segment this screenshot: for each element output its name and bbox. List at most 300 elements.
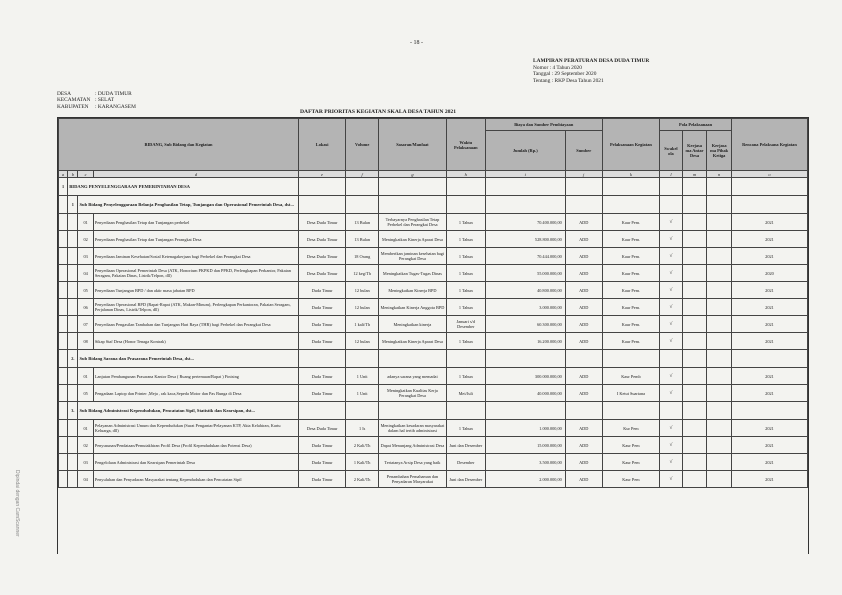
empty-cell: [446, 402, 485, 420]
rencana-cell: 2021: [731, 333, 807, 350]
sasaran-cell: Meningkatkan Kualitas Kerja Perangkat Desa: [379, 385, 447, 402]
empty-cell: [379, 402, 447, 420]
header-kerjasama-pihak: Kerjasa ma Pihak Ketiga: [707, 131, 732, 171]
waktu-cell: 1 Tahun: [446, 248, 485, 265]
item-number: 02: [78, 437, 93, 454]
empty-cell: [379, 350, 447, 368]
item-number: 05: [78, 282, 93, 299]
item-number: 07: [78, 316, 93, 333]
empty-cell: [68, 471, 78, 488]
item-number: 01: [78, 368, 93, 385]
lampiran-title: LAMPIRAN PERATURAN DESA DUDA TIMUR: [533, 58, 650, 64]
kegiatan-cell: Penyediaan Tunjangan BPD / dan aktir masa jabatan BPD: [93, 282, 298, 299]
sasaran-cell: Memberikan jaminan kesehatan bagi Perangkat Desa: [379, 248, 447, 265]
kegiatan-cell: Penyediaan Jaminan Kesehatan/Sosial Ketenagakerjaan bagi Perbekel dan Perangkat Desa: [93, 248, 298, 265]
empty-cell: [485, 196, 565, 214]
section-row: [59, 178, 808, 196]
empty-cell: [68, 385, 78, 402]
empty-cell: [485, 402, 565, 420]
sumber-cell: ADD: [565, 231, 602, 248]
table-row: [59, 454, 808, 471]
empty-cell: [346, 196, 379, 214]
kerjasama-antar-cell: [682, 454, 707, 471]
swakelola-check: √: [660, 214, 683, 231]
kerjasama-antar-cell: [682, 248, 707, 265]
empty-cell: [59, 265, 68, 282]
lokasi-cell: Duda Timur: [299, 385, 346, 402]
kegiatan-cell: Lanjutan Pembangunan Prasarana Kantor Desa ( Ruang pertemuan/Rapat ) Finising: [93, 368, 298, 385]
empty-cell: [565, 350, 602, 368]
empty-cell: [707, 350, 732, 368]
swakelola-check: √: [660, 265, 683, 282]
empty-cell: [59, 282, 68, 299]
kerjasama-pihak-cell: [707, 248, 732, 265]
sumber-cell: ADD: [565, 248, 602, 265]
subsection-row: [59, 350, 808, 368]
waktu-cell: 1 Tahun: [446, 214, 485, 231]
meta-kabupaten: [57, 104, 136, 110]
header-waktu: Waktu Pelaksanaan: [446, 119, 485, 171]
pelaksana-cell: Kaur Pem.: [602, 248, 659, 265]
empty-cell: [299, 350, 346, 368]
lampiran-tanggal: Tanggal : 29 September 2020: [533, 71, 597, 78]
lampiran-block: [533, 58, 649, 84]
column-letter: j: [565, 171, 602, 178]
sasaran-cell: Meningkatkan kinerja: [379, 316, 447, 333]
kegiatan-cell: Penyusunan/Pendataan/Pemutakhiran Profil Desa (Profil Kependudukan dan Potensi Desa): [93, 437, 298, 454]
empty-cell: [707, 196, 732, 214]
kerjasama-antar-cell: [682, 214, 707, 231]
volume-cell: 2 Kali/Th: [346, 437, 379, 454]
pelaksana-cell: Kaur Pemb: [602, 368, 659, 385]
sasaran-cell: Meningkatkan Kinerja Anggota BPD: [379, 299, 447, 316]
volume-cell: 1 Kali/Th: [346, 454, 379, 471]
column-letter: b: [68, 171, 78, 178]
volume-cell: 1 Unit: [346, 368, 379, 385]
waktu-cell: Mei/Juli: [446, 385, 485, 402]
empty-cell: [59, 248, 68, 265]
table-row: [59, 299, 808, 316]
kegiatan-cell: Sikap Staf Desa (Honor Tenaga Kontrak): [93, 333, 298, 350]
header-volume: Volume: [346, 119, 379, 171]
volume-cell: 12 bulan: [346, 282, 379, 299]
header-kerjasama-antar: Kerjasa ma Antar Desa: [682, 131, 707, 171]
header-pelaksana: Pelaksanaan Kegiatan: [602, 119, 659, 171]
item-number: 01: [78, 214, 93, 231]
jumlah-cell: 70.400.000,00: [485, 214, 565, 231]
pelaksana-cell: Kur Pem: [602, 420, 659, 437]
table-row: [59, 333, 808, 350]
rencana-cell: 2021: [731, 368, 807, 385]
item-number: 01: [78, 420, 93, 437]
table-row: [59, 231, 808, 248]
kerjasama-antar-cell: [682, 420, 707, 437]
empty-cell: [602, 196, 659, 214]
swakelola-check: √: [660, 299, 683, 316]
subsection-row: [59, 196, 808, 214]
lokasi-cell: Desa Duda Timur: [299, 214, 346, 231]
waktu-cell: 1 Tahun: [446, 282, 485, 299]
empty-cell: [446, 196, 485, 214]
volume-cell: 13 Bulan: [346, 214, 379, 231]
kerjasama-antar-cell: [682, 368, 707, 385]
waktu-cell: Januari s/d Desember: [446, 316, 485, 333]
sumber-cell: ADD: [565, 471, 602, 488]
jumlah-cell: 3.500.000,00: [485, 454, 565, 471]
meta-value: : DUDA TIMUR: [95, 91, 132, 97]
kerjasama-pihak-cell: [707, 385, 732, 402]
header-bidang: BIDANG, Sub Bidang dan Kegiatan: [59, 119, 299, 171]
column-letter: l: [660, 171, 683, 178]
volume-cell: 13 Bulan: [346, 231, 379, 248]
table-row: [59, 214, 808, 231]
swakelola-check: √: [660, 420, 683, 437]
kegiatan-cell: Penyediaan Operasional Pemerintah Desa (ATK, Honorium PKPKD dan PPKD, Perlengkapan Perkantor, Pakaian Seragam, Pakaian Dinas, Listrik/Telpon, dll): [93, 265, 298, 282]
column-letter: f: [346, 171, 379, 178]
pelaksana-cell: Kaur Pem.: [602, 265, 659, 282]
pelaksana-cell: I Ketut Suartana: [602, 385, 659, 402]
document-title: DAFTAR PRIORITAS KEGIATAN SKALA DESA TAHUN 2021: [300, 109, 457, 115]
waktu-cell: Juni dan Desember: [446, 471, 485, 488]
column-letter: k: [602, 171, 659, 178]
empty-cell: [68, 368, 78, 385]
jumlah-cell: 2.000.000,00: [485, 471, 565, 488]
kerjasama-antar-cell: [682, 299, 707, 316]
sasaran-cell: Tertatanya Arsip Desa yang baik: [379, 454, 447, 471]
pelaksana-cell: Kaur Pem.: [602, 333, 659, 350]
empty-cell: [68, 265, 78, 282]
column-letter: c: [78, 171, 93, 178]
header-sumber: Sumber: [565, 131, 602, 171]
kerjasama-pihak-cell: [707, 454, 732, 471]
lokasi-cell: Duda Timur: [299, 282, 346, 299]
kerjasama-antar-cell: [682, 282, 707, 299]
pelaksana-cell: Kaur Pem.: [602, 316, 659, 333]
empty-cell: [59, 402, 68, 420]
kerjasama-antar-cell: [682, 385, 707, 402]
header-biaya: Biaya dan Sumber Pembiayaan: [485, 119, 602, 131]
empty-cell: [68, 333, 78, 350]
volume-cell: 2 Kali/Th: [346, 471, 379, 488]
sumber-cell: ADD: [565, 214, 602, 231]
kegiatan-cell: Pengelolaan Administrasi dan Kearsipan Pemerintah Desa: [93, 454, 298, 471]
subsection-label: Sub Bidang Penyelenggaraan Belanja Penghasilan Tetap, Tunjangan dan Operasional Pemerintah Desa, dst...: [78, 196, 299, 214]
empty-cell: [565, 402, 602, 420]
swakelola-check: √: [660, 385, 683, 402]
kerjasama-antar-cell: [682, 437, 707, 454]
empty-cell: [68, 420, 78, 437]
waktu-cell: 1 Tahun: [446, 265, 485, 282]
sasaran-cell: Meningkatkan kesadaran masyarakat dalam hal tertib administrasi: [379, 420, 447, 437]
empty-cell: [68, 437, 78, 454]
lokasi-cell: Duda Timur: [299, 316, 346, 333]
pelaksana-cell: Kaur Pem.: [602, 214, 659, 231]
jumlah-cell: 70.444.000,00: [485, 248, 565, 265]
meta-value: : SELAT: [95, 97, 115, 104]
header-sasaran: Sasaran/Manfaat: [379, 119, 447, 171]
item-number: 05: [78, 385, 93, 402]
page-number: - 18 -: [410, 40, 423, 46]
meta-label: KECAMATAN: [57, 97, 91, 104]
empty-cell: [682, 350, 707, 368]
empty-cell: [68, 454, 78, 471]
empty-cell: [59, 385, 68, 402]
empty-cell: [59, 299, 68, 316]
jumlah-cell: 3.000.000,00: [485, 299, 565, 316]
desa-meta: [57, 91, 136, 110]
jumlah-cell: 1.000.000,00: [485, 420, 565, 437]
jumlah-cell: 300.000.000,00: [485, 368, 565, 385]
column-letter: n: [707, 171, 732, 178]
header-jumlah: Jumlah (Rp.): [485, 131, 565, 171]
empty-cell: [59, 454, 68, 471]
column-letter: h: [446, 171, 485, 178]
jumlah-cell: 528.800.000,00: [485, 231, 565, 248]
swakelola-check: √: [660, 333, 683, 350]
item-number: 04: [78, 265, 93, 282]
column-letter: d: [93, 171, 298, 178]
pelaksana-cell: Kaur Pem: [602, 471, 659, 488]
kerjasama-pihak-cell: [707, 471, 732, 488]
empty-cell: [660, 402, 683, 420]
table-body: [59, 178, 808, 488]
kerjasama-pihak-cell: [707, 333, 732, 350]
empty-cell: [346, 350, 379, 368]
sumber-cell: ADD: [565, 333, 602, 350]
empty-cell: [660, 196, 683, 214]
waktu-cell: 1 Tahun: [446, 420, 485, 437]
item-number: 04: [78, 471, 93, 488]
empty-cell: [68, 248, 78, 265]
empty-cell: [59, 196, 68, 214]
item-number: 06: [78, 299, 93, 316]
pelaksana-cell: Kaur Pem: [602, 454, 659, 471]
rencana-cell: 2021: [731, 282, 807, 299]
pelaksana-cell: Kaur Pem.: [602, 231, 659, 248]
kerjasama-pihak-cell: [707, 368, 732, 385]
lampiran-nomor: Nomor : 4 Tahun 2020: [533, 64, 582, 71]
sumber-cell: ADD: [565, 316, 602, 333]
empty-cell: [731, 402, 807, 420]
sumber-cell: ADD: [565, 385, 602, 402]
pelaksana-cell: Kaur Pem.: [602, 299, 659, 316]
waktu-cell: 1 Tahun: [446, 231, 485, 248]
empty-cell: [68, 282, 78, 299]
empty-cell: [68, 214, 78, 231]
scanner-watermark: Dipindai dengan CamScanner: [14, 470, 20, 537]
volume-cell: 1 Unit: [346, 385, 379, 402]
kerjasama-pihak-cell: [707, 214, 732, 231]
kerjasama-pihak-cell: [707, 299, 732, 316]
empty-cell: [59, 231, 68, 248]
lokasi-cell: Duda Timur: [299, 299, 346, 316]
column-letter: i: [485, 171, 565, 178]
empty-cell: [731, 196, 807, 214]
subsection-label: Sub Bidang Administrasi Kependudukan, Pencatatan Sipil, Statistik dan Kearsipan, dst...: [78, 402, 299, 420]
table-row: [59, 385, 808, 402]
swakelola-check: √: [660, 368, 683, 385]
waktu-cell: 1 Tahun: [446, 368, 485, 385]
sumber-cell: ADD: [565, 265, 602, 282]
header-swakelola: Swakel ola: [660, 131, 683, 171]
sumber-cell: ADD: [565, 368, 602, 385]
kerjasama-antar-cell: [682, 265, 707, 282]
swakelola-check: √: [660, 471, 683, 488]
item-number: 08: [78, 333, 93, 350]
empty-cell: [446, 350, 485, 368]
waktu-cell: Juni dan Desember: [446, 437, 485, 454]
table-row: [59, 248, 808, 265]
header-pola: Pola Pelaksanaan: [660, 119, 732, 131]
waktu-cell: Desember: [446, 454, 485, 471]
table-row: [59, 316, 808, 333]
column-letter: e: [299, 171, 346, 178]
kegiatan-cell: Penyediaan Operasional BPD (Rapat-Rapat (ATK, Makan-Minum), Perlengkapan Perkantoran, Pakaian Seragam, Perjalanan Dinas, Listrik/Telpon, dll): [93, 299, 298, 316]
empty-cell: [379, 196, 447, 214]
kegiatan-cell: Penyediaan Penghasilan Tetap dan Tunjangan Perangkat Desa: [93, 231, 298, 248]
empty-cell: [59, 316, 68, 333]
empty-cell: [707, 402, 732, 420]
section-number: 1: [59, 178, 68, 196]
lokasi-cell: Desa Duda Timur: [299, 420, 346, 437]
volume-cell: 12 keg/Th: [346, 265, 379, 282]
jumlah-cell: 40.800.000,00: [485, 282, 565, 299]
empty-cell: [299, 196, 346, 214]
subsection-number: 3.: [68, 402, 78, 420]
meta-label: DESA: [57, 91, 72, 97]
subsection-number: 1: [68, 196, 78, 214]
kerjasama-pihak-cell: [707, 316, 732, 333]
empty-cell: [682, 402, 707, 420]
empty-cell: [565, 196, 602, 214]
empty-cell: [602, 402, 659, 420]
kegiatan-cell: Penyediaan Penghasilan Tetap dan Tunjangan perbekel: [93, 214, 298, 231]
column-letter: o: [731, 171, 807, 178]
kegiatan-cell: Pelayanan Administrasi Umum dan Kependudukan (Surat Pengantar/Pelayanan KTP, Akta Kelahiran, Kartu Keluarga, dll): [93, 420, 298, 437]
rencana-cell: 2021: [731, 299, 807, 316]
kerjasama-antar-cell: [682, 333, 707, 350]
sasaran-cell: adanya sarana yang memadai: [379, 368, 447, 385]
meta-label: KABUPATEN: [57, 103, 89, 110]
table-row: [59, 265, 808, 282]
swakelola-check: √: [660, 282, 683, 299]
rencana-cell: 2021: [731, 214, 807, 231]
empty-cell: [59, 437, 68, 454]
item-number: 03: [78, 248, 93, 265]
sumber-cell: ADD: [565, 420, 602, 437]
jumlah-cell: 55.000.000,00: [485, 265, 565, 282]
volume-cell: 12 bulan: [346, 299, 379, 316]
kegiatan-cell: Pengadaan Laptop dan Printer ,Meja , rak kaca,Sepeda Motor dan Pas Bunga di Desa: [93, 385, 298, 402]
empty-cell: [299, 402, 346, 420]
empty-cell: [68, 299, 78, 316]
sasaran-cell: Meningkatkan Kinerja BPD: [379, 282, 447, 299]
rencana-cell: 2021: [731, 248, 807, 265]
empty-cell: [602, 350, 659, 368]
sasaran-cell: Meningkatkan Tugas-Tugas Dinas: [379, 265, 447, 282]
header-lokasi: Lokasi: [299, 119, 346, 171]
empty-cell: [59, 368, 68, 385]
sasaran-cell: Meningkatkan Kinerja Aparat Desa: [379, 333, 447, 350]
column-letter-row: [59, 171, 808, 178]
table-row: [59, 437, 808, 454]
waktu-cell: 1 Tahun: [446, 333, 485, 350]
subsection-row: [59, 402, 808, 420]
swakelola-check: √: [660, 454, 683, 471]
kerjasama-antar-cell: [682, 231, 707, 248]
lokasi-cell: Duda Timur: [299, 454, 346, 471]
volume-cell: 1 kali/Th: [346, 316, 379, 333]
rencana-cell: 2021: [731, 437, 807, 454]
rencana-cell: 2021: [731, 420, 807, 437]
empty-cell: [660, 350, 683, 368]
lokasi-cell: Duda Timur: [299, 471, 346, 488]
kerjasama-antar-cell: [682, 316, 707, 333]
subsection-label: Sub Bidang Sarana dan Prasarana Pemerintah Desa, dst...: [78, 350, 299, 368]
table-row: [59, 282, 808, 299]
jumlah-cell: 60.300.000,00: [485, 316, 565, 333]
lokasi-cell: Duda Timur: [299, 368, 346, 385]
empty-cell: [59, 214, 68, 231]
kerjasama-pihak-cell: [707, 231, 732, 248]
priority-table: [58, 118, 808, 488]
empty-cell: [346, 402, 379, 420]
empty-cell: [682, 196, 707, 214]
lokasi-cell: Duda Timur: [299, 437, 346, 454]
rencana-cell: 2021: [731, 231, 807, 248]
sumber-cell: ADD: [565, 437, 602, 454]
pelaksana-cell: Kaur Pem: [602, 437, 659, 454]
sasaran-cell: Penambahan Pemahaman dan Penyadaran Masyarakat: [379, 471, 447, 488]
sasaran-cell: Meningkatkan Kinerja Aparat Desa: [379, 231, 447, 248]
volume-cell: 12 bulan: [346, 333, 379, 350]
column-letter: a: [59, 171, 68, 178]
empty-cell: [68, 231, 78, 248]
header-rencana: Rencana Pelaksana Kegiatan: [731, 119, 807, 171]
kerjasama-pihak-cell: [707, 420, 732, 437]
jumlah-cell: 15.000.000,00: [485, 437, 565, 454]
subsection-number: 2.: [68, 350, 78, 368]
volume-cell: 1 Is: [346, 420, 379, 437]
section-label: BIDANG PENYELENGGARAAN PEMERINTAHAN DESA: [68, 178, 299, 196]
sasaran-cell: Dapat Menunjang Administrasi Desa: [379, 437, 447, 454]
rencana-cell: 2021: [731, 454, 807, 471]
item-number: 03: [78, 454, 93, 471]
column-letter: g: [379, 171, 447, 178]
jumlah-cell: 40.000.000,00: [485, 385, 565, 402]
meta-value: : KARANGASEM: [95, 103, 136, 110]
swakelola-check: √: [660, 248, 683, 265]
lokasi-cell: Duda Timur: [299, 333, 346, 350]
kegiatan-cell: Penyediaan Pengasilan Tambahan dan Tunjangan Hari Raya (THR) bagi Perbekel dan Perangkat Desa: [93, 316, 298, 333]
rencana-cell: 2020: [731, 265, 807, 282]
sumber-cell: ADD: [565, 282, 602, 299]
empty-cell: [731, 350, 807, 368]
kerjasama-pihak-cell: [707, 437, 732, 454]
swakelola-check: √: [660, 437, 683, 454]
sumber-cell: ADD: [565, 454, 602, 471]
table-row: [59, 471, 808, 488]
sasaran-cell: Terbayarnya Penghasilan Tetap Perbekel dan Perangkat Desa: [379, 214, 447, 231]
pelaksana-cell: Kaur Pem.: [602, 282, 659, 299]
empty-cell: [59, 333, 68, 350]
empty-cell: [59, 350, 68, 368]
lampiran-tentang: Tentang : RKP Desa Tahun 2021: [533, 77, 604, 84]
empty-cell: [59, 471, 68, 488]
waktu-cell: 1 Tahun: [446, 299, 485, 316]
kerjasama-antar-cell: [682, 471, 707, 488]
jumlah-cell: 16.200.000,00: [485, 333, 565, 350]
